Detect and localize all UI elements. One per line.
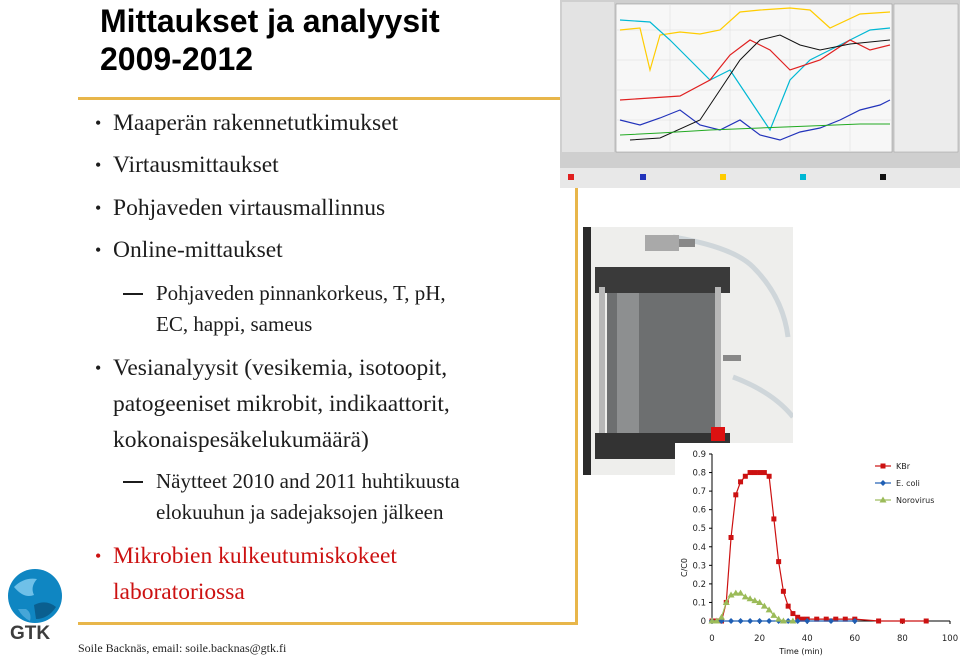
data-point — [776, 559, 781, 564]
sub-line: Näytteet 2010 and 2011 huhtikuusta — [156, 469, 460, 493]
y-axis-label: C/C0 — [680, 558, 689, 577]
data-point — [790, 611, 795, 616]
data-point — [738, 618, 744, 624]
data-point — [728, 618, 734, 624]
sub-item — [156, 466, 460, 528]
title-line-2: 2009-2012 — [100, 41, 254, 77]
y-tick-label: 0.9 — [692, 450, 706, 460]
dash-icon — [123, 481, 143, 483]
column-apparatus-image — [583, 227, 793, 475]
breakthrough-chart — [675, 443, 960, 657]
bullet-item: • Online-mittaukset — [95, 237, 283, 263]
series-line — [712, 593, 793, 621]
sub-item — [156, 278, 446, 340]
bullet-item: • Pohjaveden virtausmallinnus — [95, 195, 386, 221]
slide-title — [100, 2, 440, 78]
lab-column-photo — [583, 227, 793, 475]
data-point — [748, 470, 753, 475]
x-tick-label: 0 — [709, 634, 715, 644]
data-point — [876, 619, 881, 624]
data-point — [757, 618, 763, 624]
sub-line: EC, happi, sameus — [156, 312, 313, 336]
bullet-line: Vesianalyysit (vesikemia, isotoopit, — [113, 355, 448, 381]
gtk-logo — [4, 565, 66, 655]
title-line-1: Mittaukset ja analyysit — [100, 3, 440, 39]
footer-text: Soile Backnäs, email: soile.backnas@gtk.fi — [78, 641, 287, 655]
bullet-item: • Vesianalyysit (vesikemia, isotoopit, patogeeniset mikrobit, indikaattorit, kokonaispesäkelukumäärä) — [113, 350, 450, 458]
bullet-item: • Mikrobien kulkeutumiskokeet laboratoriossa — [113, 538, 397, 610]
x-tick-label: 80 — [896, 634, 908, 644]
legend-label: E. coli — [896, 479, 920, 488]
data-point — [747, 618, 753, 624]
x-tick-label: 100 — [941, 634, 959, 644]
data-point — [900, 619, 905, 624]
bullet-line: kokonaispesäkelukumäärä) — [113, 427, 369, 453]
logo-text: GTK — [10, 623, 51, 644]
dash-icon — [123, 293, 143, 295]
bullet-line: patogeeniset mikrobit, indikaattorit, — [113, 391, 450, 417]
y-tick-label: 0.3 — [692, 561, 706, 572]
data-point — [718, 614, 725, 620]
y-tick-label: 0.4 — [692, 542, 706, 553]
data-point — [924, 619, 929, 624]
x-tick-label: 60 — [849, 634, 861, 644]
data-point — [880, 480, 886, 486]
y-tick-label: 0.5 — [692, 524, 706, 535]
bullet-text: Pohjaveden virtausmallinnus — [113, 195, 386, 221]
x-axis-label: Time (min) — [779, 647, 823, 656]
data-point — [781, 589, 786, 594]
bullet-text: Maaperän rakennetutkimukset — [113, 110, 399, 136]
y-tick-label: 0.2 — [692, 579, 706, 590]
monitoring-screenshot — [560, 0, 960, 188]
y-tick-label: 0.8 — [692, 468, 706, 479]
y-tick-label: 0.1 — [692, 598, 706, 609]
data-point — [757, 470, 762, 475]
bullet-item: • Maaperän rakennetutkimukset — [95, 110, 399, 136]
data-point — [762, 470, 767, 475]
sub-line: elokuuhun ja sadejaksojen jälkeen — [156, 500, 444, 524]
bullet-item: • Virtausmittaukset — [95, 152, 279, 178]
legend-label: KBr — [896, 462, 911, 471]
bullet-line: laboratoriossa — [113, 579, 245, 605]
bullet-text: Online-mittaukset — [113, 237, 283, 263]
data-point — [881, 464, 886, 469]
x-tick-label: 40 — [801, 634, 813, 644]
data-point — [729, 535, 734, 540]
data-point — [771, 516, 776, 521]
sub-line: Pohjaveden pinnankorkeus, T, pH, — [156, 281, 446, 305]
data-point — [786, 604, 791, 609]
bullet-text: Virtausmittaukset — [113, 152, 279, 178]
data-point — [767, 474, 772, 479]
data-point — [743, 474, 748, 479]
data-point — [752, 470, 757, 475]
x-tick-label: 20 — [754, 634, 766, 644]
monitoring-graph — [560, 0, 960, 188]
y-tick-label: 0 — [700, 617, 706, 627]
data-point — [733, 492, 738, 497]
legend-label: Norovirus — [896, 496, 935, 505]
y-tick-label: 0.7 — [692, 487, 706, 498]
chart-plot — [675, 443, 960, 657]
bullet-line: Mikrobien kulkeutumiskokeet — [113, 543, 397, 569]
data-point — [738, 479, 743, 484]
y-tick-label: 0.6 — [692, 505, 706, 516]
data-point — [766, 618, 772, 624]
